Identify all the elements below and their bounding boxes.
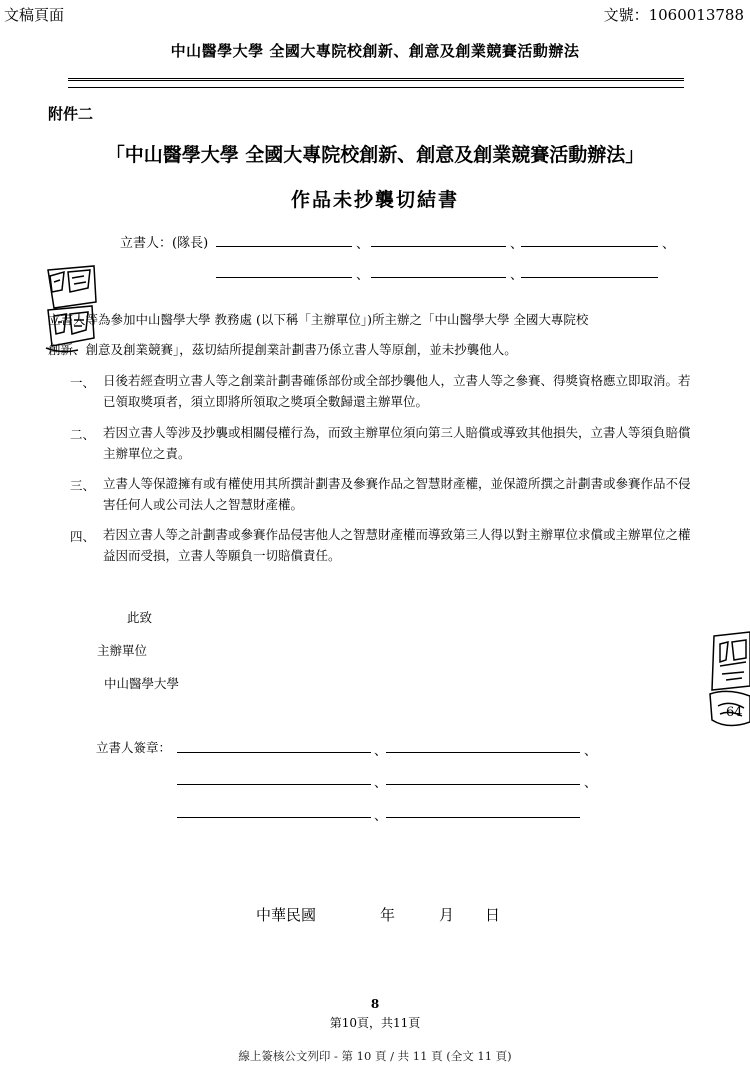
svg-text:64: 64	[726, 705, 743, 720]
separator: 、	[584, 776, 598, 791]
closing-cizhi: 此致	[127, 610, 153, 625]
separator: 、	[510, 268, 524, 283]
date-era: 中華民國	[256, 906, 317, 924]
signatory-blank-2	[371, 246, 506, 247]
separator: 、	[356, 268, 370, 283]
intro-line-1: 立書人等為參加中山醫學大學 教務處 (以下稱「主辦單位」)所主辦之「中山醫學大學 全國大專院校	[48, 312, 589, 327]
signatory-blank-1	[216, 246, 352, 247]
date-year: 年	[380, 906, 396, 924]
item-number: 四、	[70, 529, 96, 544]
closing-university: 中山醫學大學	[104, 676, 180, 691]
separator: 、	[584, 744, 598, 759]
header-rule	[68, 78, 684, 88]
page-label: 文稿頁面	[4, 6, 65, 24]
attachment-label: 附件二	[48, 105, 94, 123]
main-title: 「中山醫學大學 全國大專院校創新、創意及創業競賽活動辦法」	[105, 144, 645, 166]
separator: 、	[374, 776, 388, 791]
item-number: 二、	[70, 427, 96, 442]
date-month: 月	[439, 906, 455, 924]
page-number: 8	[370, 997, 380, 1011]
signature-blank-1	[177, 752, 371, 753]
signatory-label: 立書人：(隊長)	[120, 236, 209, 251]
document-number: 文號：1060013788	[603, 6, 744, 24]
closing-organizer: 主辦單位	[97, 643, 148, 658]
item-text: 立書人等保證擁有或有權使用其所撰計劃書及參賽作品之智慧財產權，並保證所撰之計劃書或參賽作品不侵害任何人或公司法人之智慧財產權。	[103, 476, 691, 512]
item-number: 三、	[70, 478, 96, 493]
running-title: 中山醫學大學 全國大專院校創新、創意及創業競賽活動辦法	[170, 42, 580, 60]
print-footer: 線上簽核公文列印 - 第 10 頁 / 共 11 頁 (全文 11 頁)	[238, 1049, 512, 1063]
intro-line-2: 創新、創意及創業競賽」，茲切結所提創業計劃書乃係立書人等原創，並未抄襲他人。	[48, 342, 517, 357]
separator: 、	[662, 237, 676, 252]
signature-blank-6	[386, 817, 580, 818]
signatory-blank-6	[521, 277, 658, 278]
separator: 、	[510, 237, 524, 252]
signature-blank-3	[177, 784, 371, 785]
date-day: 日	[485, 906, 501, 924]
item-text: 日後若經查明立書人等之創業計劃書確係部份或全部抄襲他人，立書人等之參賽、得獎資格應立即取消。若已領取獎項者，須立即將所領取之獎項全數歸還主辦單位。	[103, 373, 691, 409]
page-of: 第10頁，共11頁	[329, 1016, 421, 1030]
signatory-blank-5	[371, 277, 506, 278]
signature-label: 立書人簽章：	[96, 740, 172, 755]
item-number: 一、	[70, 375, 96, 390]
signature-blank-4	[386, 784, 580, 785]
separator: 、	[374, 809, 388, 824]
signatory-blank-4	[216, 277, 352, 278]
signatory-blank-3	[521, 246, 658, 247]
seal-stamp-right	[706, 630, 750, 740]
separator: 、	[374, 744, 388, 759]
signature-blank-5	[177, 817, 371, 818]
item-text: 若因立書人等之計劃書或參賽作品侵害他人之智慧財產權而導致第三人得以對主辦單位求償或主辦單位之權益因而受損，立書人等願負一切賠償責任。	[103, 527, 691, 563]
item-text: 若因立書人等涉及抄襲或相關侵權行為，而致主辦單位須向第三人賠償或導致其他損失，立書人等須負賠償主辦單位之責。	[103, 425, 691, 461]
sub-title: 作品未抄襲切結書	[290, 189, 459, 211]
signature-blank-2	[386, 752, 580, 753]
separator: 、	[356, 237, 370, 252]
